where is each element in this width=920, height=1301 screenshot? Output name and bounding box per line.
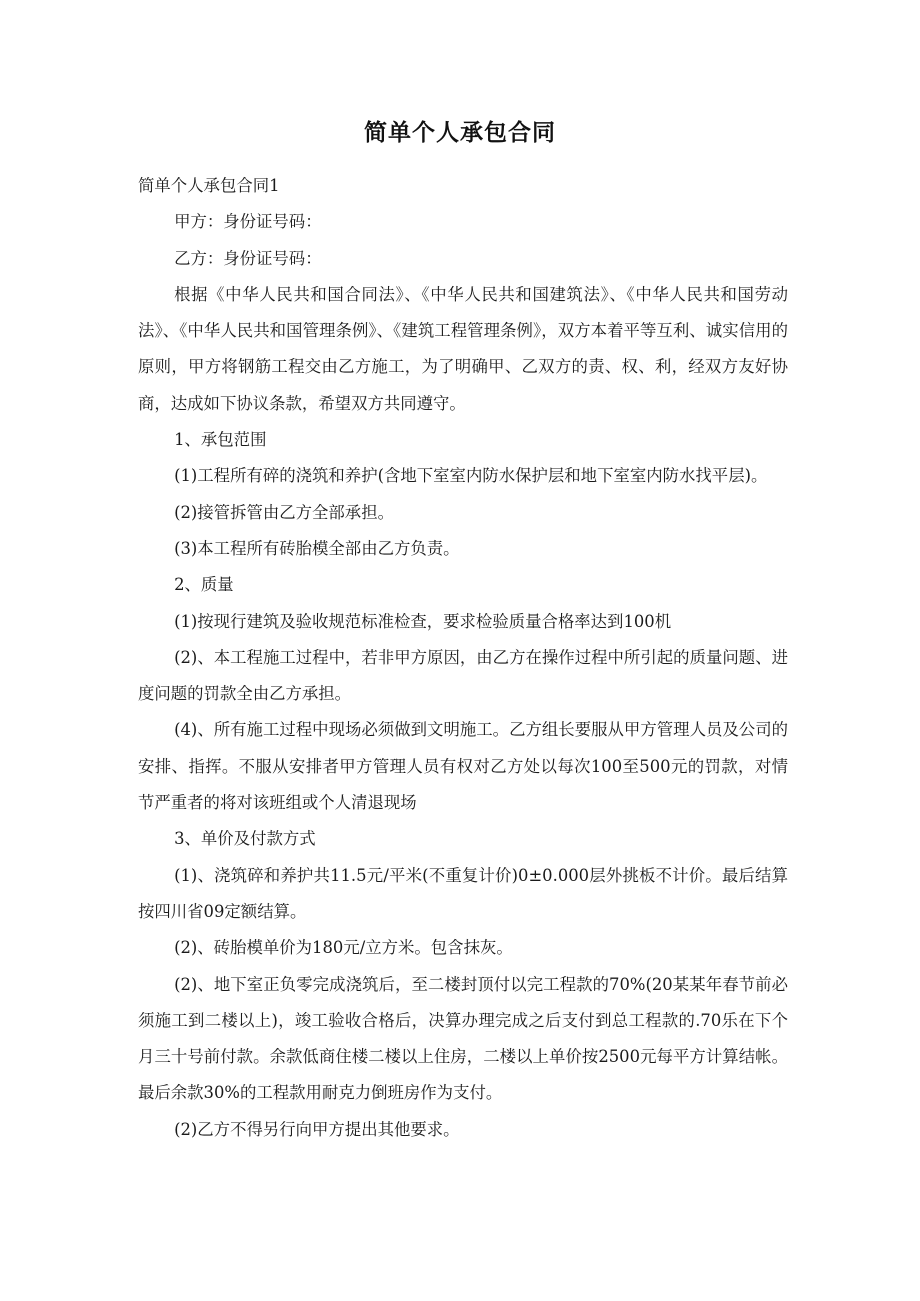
section-heading-scope: 1、承包范围 [174, 430, 267, 450]
clause-payment-1: (1)、浇筑碎和养护共11.5元/平米(不重复计价)0±0.000层外挑板不计价。最后结算按四川省09定额结算。 [138, 865, 788, 921]
party-a-line: 甲方：身份证号码： [174, 212, 322, 232]
clause-payment-2b: (2)、地下室正负零完成浇筑后，至二楼封顶付以完工程款的70%(20某某年春节前必须施工到二楼以上)，竣工验收合格后，决算办理完成之后支付到总工程款的.70乐在下个月三十号前付款。余款低商住楼二楼以上住房，二楼以上单价按2500元每平方计算结帐。最后余款30%的工程款用耐克力倒班房作为支付。 [138, 974, 788, 1103]
clause-scope-3: (3)本工程所有砖胎模全部由乙方负责。 [174, 538, 460, 558]
document-title: 简单个人承包合同 [364, 120, 556, 146]
clause-scope-2: (2)接管拆管由乙方全部承担。 [174, 502, 394, 522]
party-b-line: 乙方：身份证号码： [174, 248, 322, 268]
clause-payment-2a: (2)、砖胎模单价为180元/立方米。包含抹灰。 [174, 938, 513, 958]
clause-scope-1: (1)工程所有碎的浇筑和养护(含地下室室内防水保护层和地下室室内防水找平层)。 [174, 466, 768, 486]
clause-quality-1: (1)按现行建筑及验收规范标准检查，要求检验质量合格率达到100机 [174, 611, 672, 631]
section-heading-payment: 3、单价及付款方式 [174, 829, 316, 849]
document-body [138, 168, 788, 1148]
document-subtitle: 简单个人承包合同1 [138, 176, 280, 195]
clause-quality-2: (2)、本工程施工过程中，若非甲方原因，由乙方在操作过程中所引起的质量问题、进度问题的罚款全由乙方承担。 [138, 647, 788, 704]
clause-quality-4: (4)、所有施工过程中现场必须做到文明施工。乙方组长要服从甲方管理人员及公司的安排、指挥。不服从安排者甲方管理人员有权对乙方处以每次100至500元的罚款，对情节严重者的将对该班组或个人清退现场 [138, 720, 788, 813]
section-heading-quality: 2、质量 [174, 575, 234, 595]
preamble-paragraph: 根据《中华人民共和国合同法》、《中华人民共和国建筑法》、《中华人民共和国劳动法》、《中华人民共和国管理条例》、《建筑工程管理条例》，双方本着平等互利、诚实信用的原则，甲方将钢筋工程交由乙方施工，为了明确甲、乙双方的责、权、利，经双方友好协商，达成如下协议条款，希望双方共同遵守。 [138, 284, 788, 413]
clause-payment-2c: (2)乙方不得另行向甲方提出其他要求。 [174, 1119, 460, 1139]
